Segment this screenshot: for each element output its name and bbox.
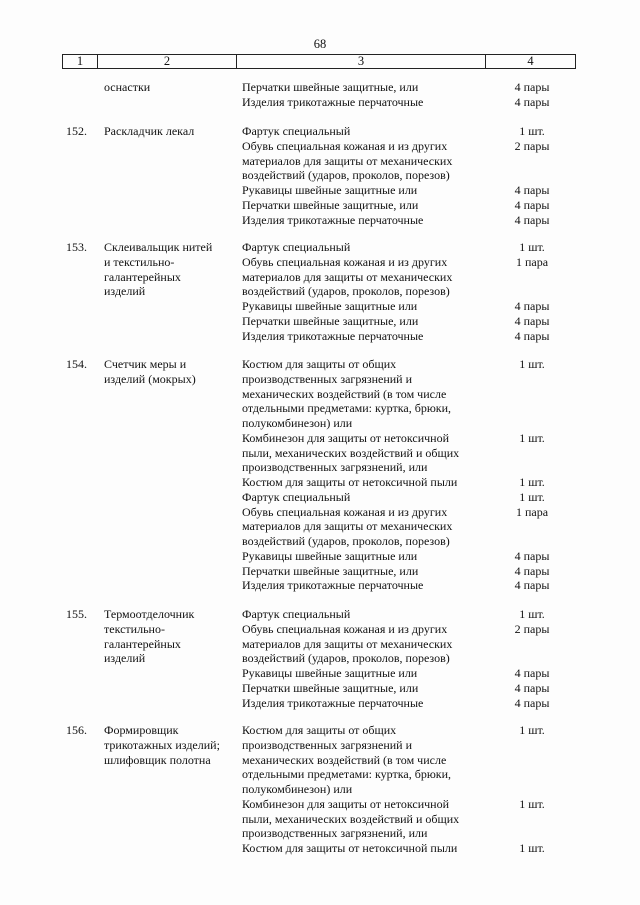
- quantity: 1 шт.: [519, 475, 545, 489]
- equipment-item-line: Перчатки швейные защитные, или: [242, 80, 419, 94]
- equipment-item-line: отдельными предметами: куртка, брюки,: [242, 401, 452, 416]
- equipment-item-line: материалов для защиты от механических: [242, 269, 453, 284]
- column-header-2: 2: [98, 55, 237, 69]
- equipment-item-line: Перчатки швейные защитные, или: [242, 680, 419, 695]
- equipment-item-line: Обувь специальная кожаная и из других: [242, 138, 448, 153]
- equipment-item-line: полукомбинезон) или: [242, 782, 353, 796]
- quantity: 4 пары: [514, 695, 550, 710]
- equipment-item-line: Рукавицы швейные защитные или: [242, 548, 418, 563]
- profession-name-line: текстильно-: [104, 621, 165, 636]
- quantity: 4 пары: [514, 80, 550, 94]
- equipment-item-line: Изделия трикотажные перчаточные: [242, 328, 424, 343]
- equipment-item-line: Фартук специальный: [242, 124, 351, 138]
- profession-name-line: галантерейных: [104, 636, 181, 651]
- quantity: 4 пары: [514, 328, 550, 343]
- equipment-item-line: производственных загрязнений, или: [242, 826, 428, 841]
- quantity: 2 пары: [514, 138, 550, 153]
- row-number: 153.: [66, 240, 87, 254]
- profession-name-line: изделий: [104, 284, 146, 299]
- equipment-item-line: Перчатки швейные защитные, или: [242, 563, 419, 578]
- equipment-item-line: Фартук специальный: [242, 240, 351, 254]
- quantity: 1 шт.: [519, 796, 545, 811]
- equipment-item-line: Обувь специальная кожаная и из других: [242, 504, 448, 519]
- equipment-item-line: Изделия трикотажные перчаточные: [242, 695, 424, 710]
- profession-name-line: галантерейных: [104, 269, 181, 284]
- quantity: 4 пары: [514, 299, 550, 313]
- equipment-item-line: Рукавицы швейные защитные или: [242, 299, 418, 313]
- equipment-item-line: Изделия трикотажные перчаточные: [242, 212, 424, 227]
- equipment-item-line: механических воздействий (в том числе: [242, 752, 447, 767]
- quantity: 1 пара: [515, 504, 549, 519]
- profession-name-line: изделий (мокрых): [104, 371, 196, 386]
- equipment-item-line: воздействий (ударов, проколов, порезов): [242, 651, 450, 666]
- equipment-item-line: Рукавицы швейные защитные или: [242, 666, 418, 680]
- equipment-item-line: Костюм для защиты от нетоксичной пыли: [242, 475, 458, 489]
- quantity: 1 шт.: [519, 489, 545, 504]
- column-header-3: 3: [237, 55, 486, 69]
- profession-name-line: шлифовщик полотна: [104, 752, 211, 767]
- equipment-item-line: Фартук специальный: [242, 607, 351, 621]
- equipment-item-line: механических воздействий (в том числе: [242, 386, 447, 401]
- equipment-item-line: воздействий (ударов, проколов, порезов): [242, 284, 450, 299]
- column-header-1: 1: [63, 55, 98, 69]
- equipment-item-line: Изделия трикотажные перчаточные: [242, 578, 424, 593]
- quantity: 1 шт.: [519, 607, 545, 621]
- equipment-item-line: Перчатки швейные защитные, или: [242, 197, 419, 212]
- column-header-table: [62, 54, 576, 69]
- profession-name-line: оснастки: [104, 80, 151, 94]
- quantity: 1 шт.: [519, 357, 545, 371]
- quantity: 4 пары: [514, 548, 550, 563]
- quantity: 4 пары: [514, 666, 550, 680]
- row-number: 155.: [66, 607, 87, 621]
- quantity: 4 пары: [514, 578, 550, 593]
- row-number: 152.: [66, 124, 87, 138]
- quantity: 4 пары: [514, 680, 550, 695]
- quantity: 4 пары: [514, 94, 550, 109]
- equipment-item-line: Фартук специальный: [242, 489, 351, 504]
- quantity: 4 пары: [514, 183, 550, 197]
- equipment-item-line: Комбинезон для защиты от нетоксичной: [242, 430, 450, 445]
- quantity: 4 пары: [514, 197, 550, 212]
- equipment-item-line: Костюм для защиты от общих: [242, 723, 397, 737]
- equipment-item-line: производственных загрязнений и: [242, 371, 413, 386]
- equipment-item-line: Обувь специальная кожаная и из других: [242, 254, 448, 269]
- profession-name-line: Раскладчик лекал: [104, 124, 195, 138]
- equipment-item-line: производственных загрязнений, или: [242, 460, 428, 475]
- profession-name-line: Счетчик меры и: [104, 357, 187, 371]
- quantity: 4 пары: [514, 313, 550, 328]
- quantity: 4 пары: [514, 563, 550, 578]
- equipment-item-line: Костюм для защиты от общих: [242, 357, 397, 371]
- quantity: 1 шт.: [519, 841, 545, 855]
- quantity: 1 шт.: [519, 430, 545, 445]
- equipment-item-line: Костюм для защиты от нетоксичной пыли: [242, 841, 458, 855]
- equipment-item-line: Изделия трикотажные перчаточные: [242, 94, 424, 109]
- equipment-item-line: Обувь специальная кожаная и из других: [242, 621, 448, 636]
- profession-name-line: Склеивальщик нитей: [104, 240, 213, 254]
- equipment-item-line: пыли, механических воздействий и общих: [242, 811, 460, 826]
- profession-name-line: Формировщик: [104, 723, 179, 737]
- page-number: 68: [313, 37, 327, 51]
- profession-name-line: Термоотделочник: [104, 607, 195, 621]
- equipment-item-line: материалов для защиты от механических: [242, 636, 453, 651]
- equipment-item-line: воздействий (ударов, проколов, порезов): [242, 168, 450, 183]
- profession-name-line: трикотажных изделий;: [104, 737, 220, 752]
- equipment-item-line: Рукавицы швейные защитные или: [242, 183, 418, 197]
- profession-name-line: и текстильно-: [104, 254, 175, 269]
- quantity: 1 пара: [515, 254, 549, 269]
- equipment-item-line: воздействий (ударов, проколов, порезов): [242, 534, 450, 548]
- quantity: 4 пары: [514, 212, 550, 227]
- quantity: 1 шт.: [519, 124, 545, 138]
- equipment-item-line: производственных загрязнений и: [242, 737, 413, 752]
- row-number: 154.: [66, 357, 87, 371]
- row-number: 156.: [66, 723, 87, 737]
- equipment-item-line: Комбинезон для защиты от нетоксичной: [242, 796, 450, 811]
- column-header-4: 4: [486, 55, 576, 69]
- equipment-item-line: отдельными предметами: куртка, брюки,: [242, 767, 452, 782]
- equipment-item-line: Перчатки швейные защитные, или: [242, 313, 419, 328]
- quantity: 1 шт.: [519, 240, 545, 254]
- equipment-item-line: материалов для защиты от механических: [242, 153, 453, 168]
- equipment-item-line: полукомбинезон) или: [242, 416, 353, 430]
- quantity: 2 пары: [514, 621, 550, 636]
- equipment-item-line: материалов для защиты от механических: [242, 519, 453, 534]
- profession-name-line: изделий: [104, 651, 146, 666]
- equipment-item-line: пыли, механических воздействий и общих: [242, 445, 460, 460]
- quantity: 1 шт.: [519, 723, 545, 737]
